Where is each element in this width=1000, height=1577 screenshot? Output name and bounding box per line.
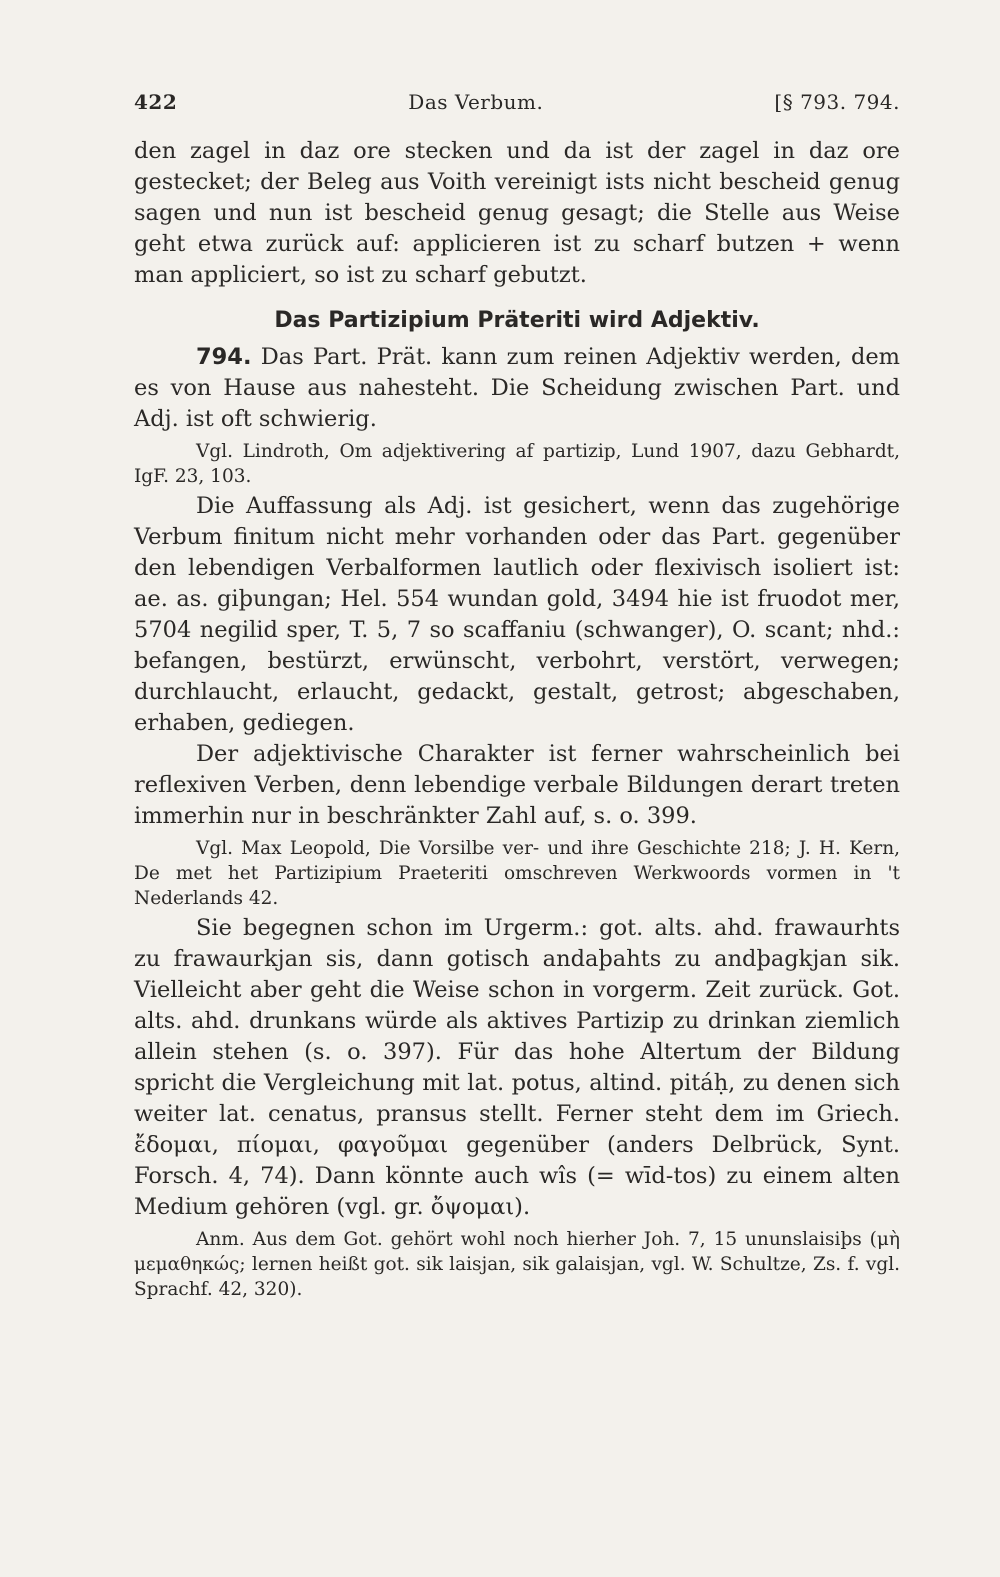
running-title: Das Verbum. (408, 90, 544, 114)
page-body (134, 136, 900, 1302)
section-reference: [§ 793. 794. (774, 90, 900, 114)
paragraph-reflexive: Der adjektivische Charakter ist ferner wahrscheinlich bei reflexiven Verben, denn lebendige verbale Bildungen derart treten immerhin nur in beschränkter Zahl auf, s. o. 399. (134, 741, 900, 829)
running-head (134, 90, 900, 114)
paragraph-number: 794. (196, 344, 252, 370)
annotation-note: Anm. Aus dem Got. gehört wohl noch hierher Joh. 7, 15 ununslaisiþs (μὴ μεμαθηκώς; lernen heißt got. sik laisjan, sik galaisjan, vgl. W. Schultze, Zs. f. vgl. Sprachf. 42, 320). (134, 1229, 900, 1300)
paragraph-794 (134, 342, 900, 435)
paragraph-urgermanic: Sie begegnen schon im Urgerm.: got. alts. ahd. frawaurhts zu frawaurkjan sis, dann gotisch andaþahts zu andþagkjan sik. Vielleicht aber geht die Weise schon in vorgerm. Zeit zurück. Got. alts. ahd. drunkans würde als aktives Partizip zu drinkan ziemlich allein stehen (s. o. 397). Für das hohe Altertum der Bildung spricht die Vergleichung mit lat. potus, altind. pitáḥ, zu denen sich weiter lat. cenatus, pransus stellt. Ferner steht dem im Griech. ἔδομαι, πίομαι, φαγοῦμαι gegenüber (anders Delbrück, Synt. Forsch. 4, 74). Dann könnte auch wîs (= wīd-tos) zu einem alten Medium gehören (vgl. gr. ὄψομαι). (134, 915, 900, 1220)
paragraph-794-text: Das Part. Prät. kann zum reinen Adjektiv werden, dem es von Hause aus nahesteht. Die Scheidung zwischen Part. und Adj. ist oft schwierig. (134, 344, 900, 432)
literature-note: Vgl. Lindroth, Om adjektivering af partizip, Lund 1907, dazu Gebhardt, IgF. 23, 103. (134, 441, 900, 487)
paragraph-continued: den zagel in daz ore stecken und da ist der zagel in daz ore gestecket; der Beleg aus Voith vereinigt ists nicht bescheid genug sagen und nun ist bescheid genug gesagt; die Stelle aus Weise geht etwa zurück auf: applicieren ist zu scharf butzen + wenn man appliciert, so ist zu scharf gebutzt. (134, 138, 900, 288)
literature-note-2: Vgl. Max Leopold, Die Vorsilbe ver- und ihre Geschichte 218; J. H. Kern, De met het Partizipium Praeteriti omschreven Werkwoords vormen in 't Nederlands 42. (134, 838, 900, 909)
section-heading: Das Partizipium Präteriti wird Adjektiv. (274, 308, 760, 333)
page-number: 422 (134, 90, 178, 114)
paragraph-adjective-criteria: Die Auffassung als Adj. ist gesichert, wenn das zugehörige Verbum finitum nicht mehr vorhanden oder das Part. gegenüber den lebendigen Verbalformen lautlich oder flexivisch isoliert ist: ae. as. giþungan; Hel. 554 wundan gold, 3494 hie ist fruodot mer, 5704 negilid sper, T. 5, 7 so scaffaniu (schwanger), O. scant; nhd.: befangen, bestürzt, erwünscht, verbohrt, verstört, verwegen; durchlaucht, erlaucht, gedackt, gestalt, getrost; abgeschaben, erhaben, gediegen. (134, 493, 900, 736)
